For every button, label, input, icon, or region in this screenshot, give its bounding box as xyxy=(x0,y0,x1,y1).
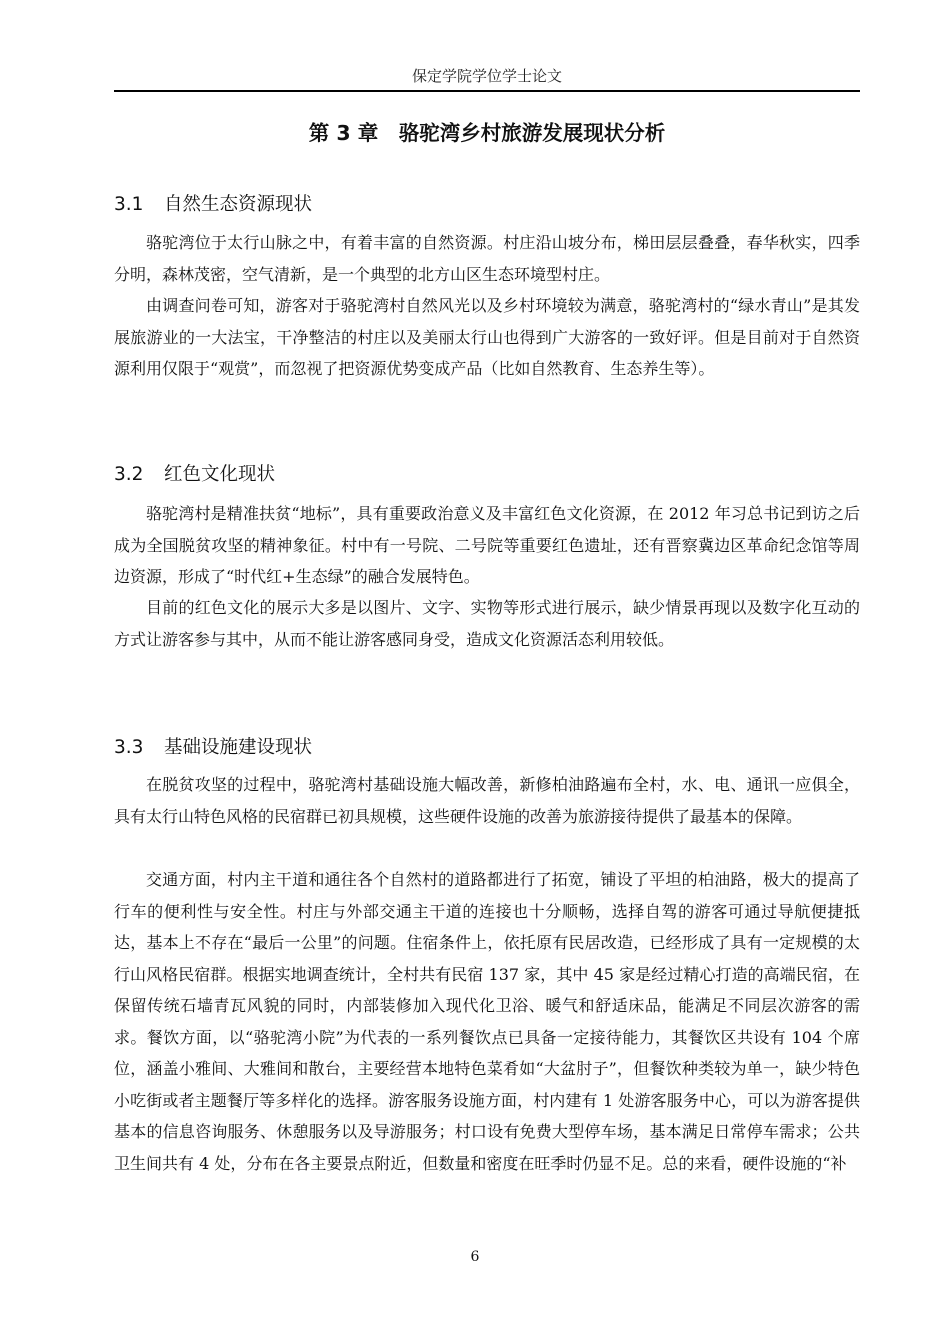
paragraph: 目前的红色文化的展示大多是以图片、文字、实物等形式进行展示，缺少情景再现以及数字化互动的方式让游客参与其中，从而不能让游客感同身受，造成文化资源活态利用较低。 xyxy=(114,598,860,649)
page-header xyxy=(114,58,860,92)
section-heading-3-3 xyxy=(114,733,860,759)
section-title: 基础设施建设现状 xyxy=(164,737,313,758)
page-number: 6 xyxy=(470,1249,480,1265)
section-title: 自然生态资源现状 xyxy=(164,194,313,215)
section-number: 3.2 xyxy=(114,464,144,485)
section-heading-3-1 xyxy=(114,190,860,216)
chapter-title: 第 3 章 骆驼湾乡村旅游发展现状分析 xyxy=(308,121,666,145)
paragraph: 在脱贫攻坚的过程中，骆驼湾村基础设施大幅改善，新修柏油路遍布全村，水、电、通讯一应俱全，具有太行山特色风格的民宿群已初具规模，这些硬件设施的改善为旅游接待提供了最基本的保障。 xyxy=(114,775,860,826)
header-title: 保定学院学位学士论文 xyxy=(411,67,562,85)
paragraph: 骆驼湾村是精准扶贫“地标”，具有重要政治意义及丰富红色文化资源，在 2012 年习总书记到访之后成为全国脱贫攻坚的精神象征。村中有一号院、二号院等重要红色遗址，还有晋察冀边区革命纪念馆等周边资源，形成了“时代红+生态绿”的融合发展特色。 xyxy=(114,504,860,586)
section-title: 红色文化现状 xyxy=(164,464,276,485)
paragraph: 交通方面，村内主干道和通往各个自然村的道路都进行了拓宽，铺设了平坦的柏油路，极大的提高了行车的便利性与安全性。村庄与外部交通主干道的连接也十分顺畅，选择自驾的游客可通过导航便捷抵达，基本上不存在“最后一公里”的问题。住宿条件上，依托原有民居改造，已经形成了具有一定规模的太行山风格民宿群。根据实地调查统计，全村共有民宿 137 家，其中 45 家是经过精心打造的高端民宿，在保留传统石墙青瓦风貌的同时，内部装修加入现代化卫浴、暖气和舒适床品，能满足不同层次游客的需求。餐饮方面，以“骆驼湾小院”为代表的一系列餐饮点已具备一定接待能力，其餐饮区共设有 104 个席位，涵盖小雅间、大雅间和散台，主要经营本地特色菜肴如“大盆肘子”，但餐饮种类较为单一，缺少特色小吃街或者主题餐厅等多样化的选择。游客服务设施方面，村内建有 1 处游客服务中心，可以为游客提供基本的信息咨询服务、休憩服务以及导游服务；村口设有免费大型停车场，基本满足日常停车需求；公共卫生间共有 4 处，分布在各主要景点附近，但数量和密度在旺季时仍显不足。总的来看，硬件设施的“补 xyxy=(114,870,860,1173)
section-heading-3-2 xyxy=(114,460,860,486)
section-number: 3.1 xyxy=(114,194,144,215)
section-number: 3.3 xyxy=(114,737,144,758)
paragraph: 骆驼湾位于太行山脉之中，有着丰富的自然资源。村庄沿山坡分布，梯田层层叠叠，春华秋实，四季分明，森林茂密，空气清新，是一个典型的北方山区生态环境型村庄。 xyxy=(114,233,860,284)
paragraph: 由调查问卷可知，游客对于骆驼湾村自然风光以及乡村环境较为满意，骆驼湾村的“绿水青山”是其发展旅游业的一大法宝，干净整洁的村庄以及美丽太行山也得到广大游客的一致好评。但是目前对于自然资源利用仅限于“观赏”，而忽视了把资源优势变成产品（比如自然教育、生态养生等）。 xyxy=(114,296,860,378)
